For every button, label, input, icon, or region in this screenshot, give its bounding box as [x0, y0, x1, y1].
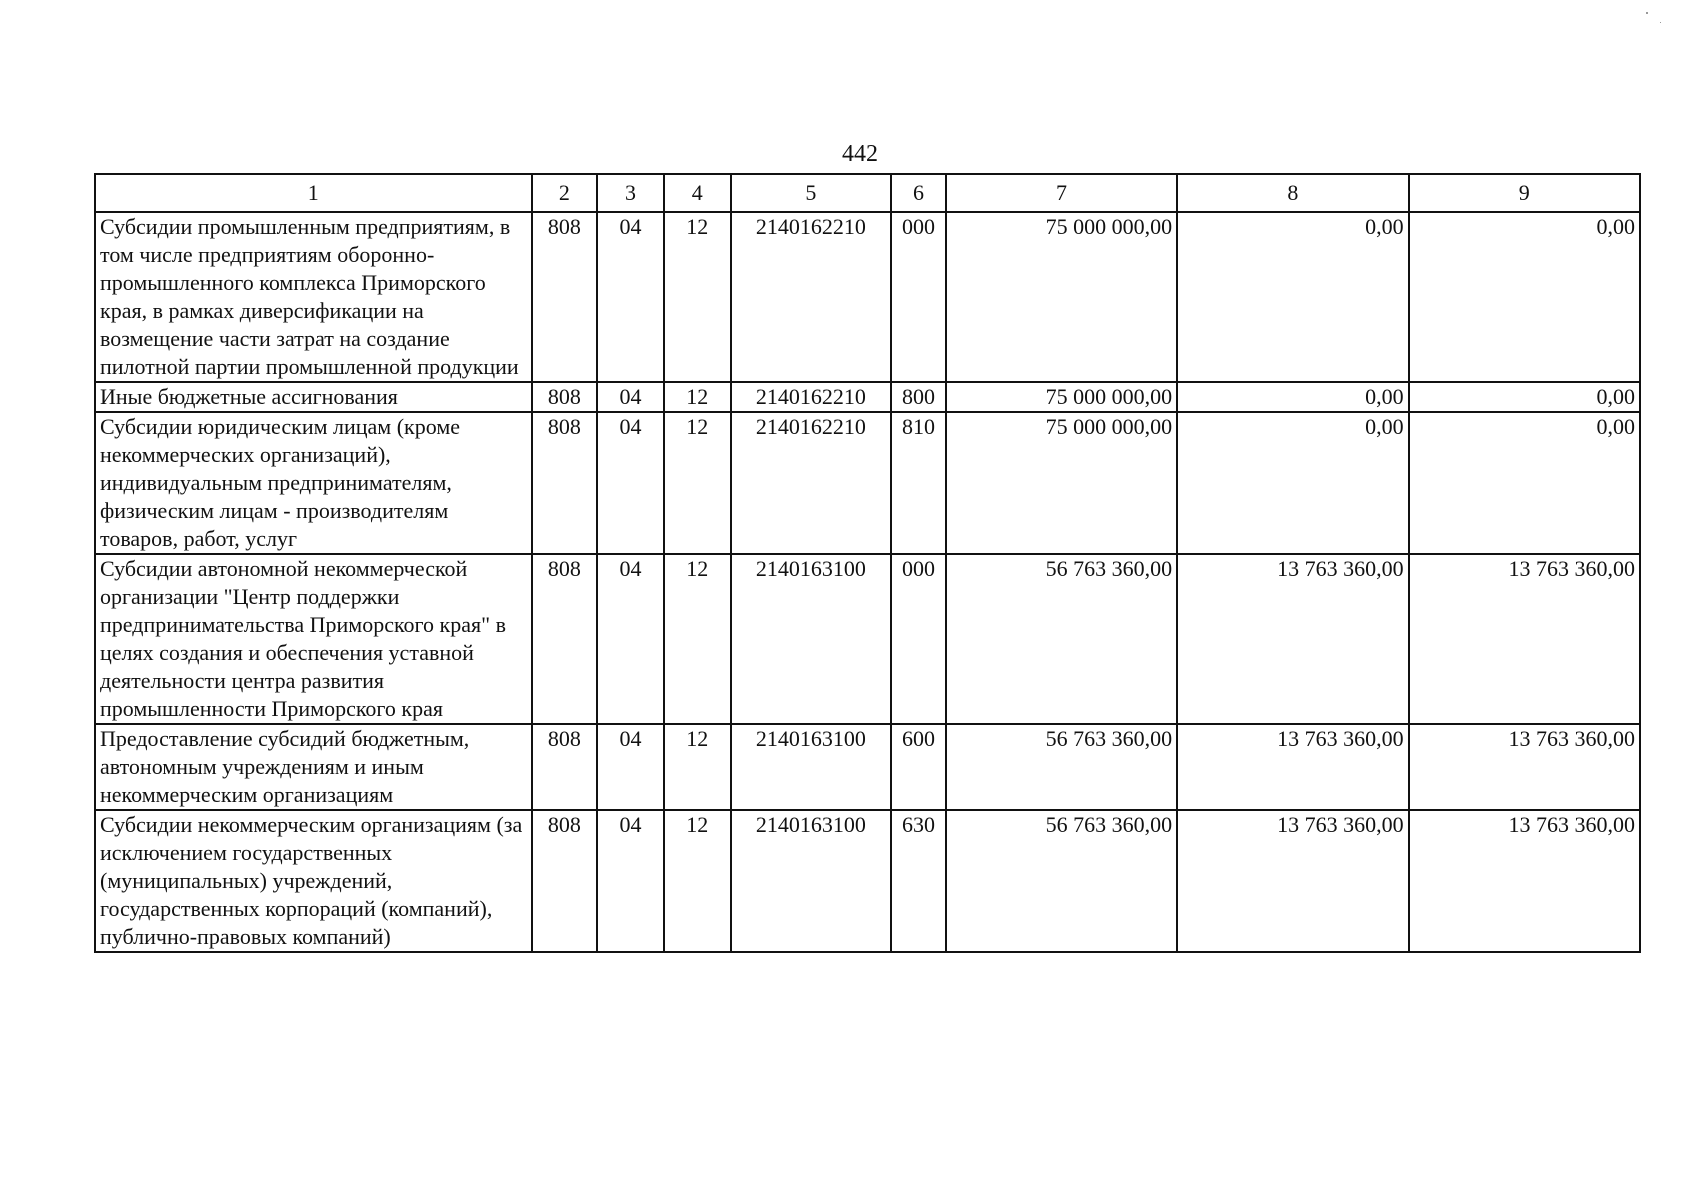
row-amount-col8: 0,00 [1177, 382, 1408, 412]
row-subsection-code: 12 [664, 724, 731, 810]
row-expense-type-code: 600 [891, 724, 946, 810]
row-subsection-code: 12 [664, 412, 731, 554]
header-cell-1: 1 [95, 174, 532, 212]
row-subsection-code: 12 [664, 810, 731, 952]
header-cell-2: 2 [532, 174, 598, 212]
row-expense-type-code: 000 [891, 212, 946, 382]
header-cell-6: 6 [891, 174, 946, 212]
row-name: Иные бюджетные ассигнования [95, 382, 532, 412]
row-ministry-code: 808 [532, 382, 598, 412]
budget-table [94, 173, 1641, 953]
header-row [95, 174, 1640, 212]
row-amount-col7: 56 763 360,00 [946, 724, 1177, 810]
row-name: Субсидии юридическим лицам (кроме некоммерческих организаций), индивидуальным предпринимателям, физическим лицам - производителям товаров, работ, услуг [95, 412, 532, 554]
row-section-code: 04 [597, 382, 664, 412]
row-amount-col8: 13 763 360,00 [1177, 554, 1408, 724]
header-cell-8: 8 [1177, 174, 1408, 212]
scan-speck [1646, 12, 1648, 14]
header-cell-3: 3 [597, 174, 664, 212]
row-amount-col7: 75 000 000,00 [946, 412, 1177, 554]
row-section-code: 04 [597, 212, 664, 382]
row-name: Субсидии автономной некоммерческой организации "Центр поддержки предпринимательства Приморского края" в целях создания и обеспечения уставной деятельности центра развития промышленности Приморского края [95, 554, 532, 724]
table-row [95, 810, 1640, 952]
table-row [95, 554, 1640, 724]
row-amount-col7: 56 763 360,00 [946, 810, 1177, 952]
row-target-code: 2140163100 [731, 810, 892, 952]
row-section-code: 04 [597, 554, 664, 724]
row-amount-col9: 0,00 [1409, 212, 1640, 382]
row-target-code: 2140162210 [731, 412, 892, 554]
row-ministry-code: 808 [532, 810, 598, 952]
row-ministry-code: 808 [532, 724, 598, 810]
row-expense-type-code: 000 [891, 554, 946, 724]
row-amount-col9: 13 763 360,00 [1409, 724, 1640, 810]
row-amount-col9: 13 763 360,00 [1409, 554, 1640, 724]
row-expense-type-code: 630 [891, 810, 946, 952]
row-ministry-code: 808 [532, 212, 598, 382]
row-subsection-code: 12 [664, 212, 731, 382]
row-subsection-code: 12 [664, 382, 731, 412]
row-target-code: 2140162210 [731, 212, 892, 382]
row-section-code: 04 [597, 810, 664, 952]
row-amount-col9: 0,00 [1409, 382, 1640, 412]
header-cell-5: 5 [731, 174, 892, 212]
row-ministry-code: 808 [532, 554, 598, 724]
row-amount-col8: 0,00 [1177, 212, 1408, 382]
page-number: 442 [842, 141, 878, 167]
row-subsection-code: 12 [664, 554, 731, 724]
row-target-code: 2140162210 [731, 382, 892, 412]
header-cell-7: 7 [946, 174, 1177, 212]
row-target-code: 2140163100 [731, 724, 892, 810]
row-amount-col8: 0,00 [1177, 412, 1408, 554]
row-target-code: 2140163100 [731, 554, 892, 724]
row-amount-col9: 0,00 [1409, 412, 1640, 554]
table-row [95, 382, 1640, 412]
row-expense-type-code: 800 [891, 382, 946, 412]
row-amount-col7: 56 763 360,00 [946, 554, 1177, 724]
row-amount-col7: 75 000 000,00 [946, 382, 1177, 412]
header-cell-9: 9 [1409, 174, 1640, 212]
row-amount-col9: 13 763 360,00 [1409, 810, 1640, 952]
table-row [95, 212, 1640, 382]
row-name: Субсидии промышленным предприятиям, в том числе предприятиям оборонно-промышленного комплекса Приморского края, в рамках диверсификации на возмещение части затрат на создание пилотной партии промышленной продукции [95, 212, 532, 382]
header-cell-4: 4 [664, 174, 731, 212]
row-section-code: 04 [597, 724, 664, 810]
row-name: Субсидии некоммерческим организациям (за исключением государственных (муниципальных) учреждений, государственных корпораций (компаний), публично-правовых компаний) [95, 810, 532, 952]
scan-speck [1660, 22, 1661, 23]
row-name: Предоставление субсидий бюджетным, автономным учреждениям и иным некоммерческим организациям [95, 724, 532, 810]
row-amount-col8: 13 763 360,00 [1177, 810, 1408, 952]
row-amount-col7: 75 000 000,00 [946, 212, 1177, 382]
row-expense-type-code: 810 [891, 412, 946, 554]
table-row [95, 724, 1640, 810]
row-ministry-code: 808 [532, 412, 598, 554]
row-section-code: 04 [597, 412, 664, 554]
table-row [95, 412, 1640, 554]
row-amount-col8: 13 763 360,00 [1177, 724, 1408, 810]
